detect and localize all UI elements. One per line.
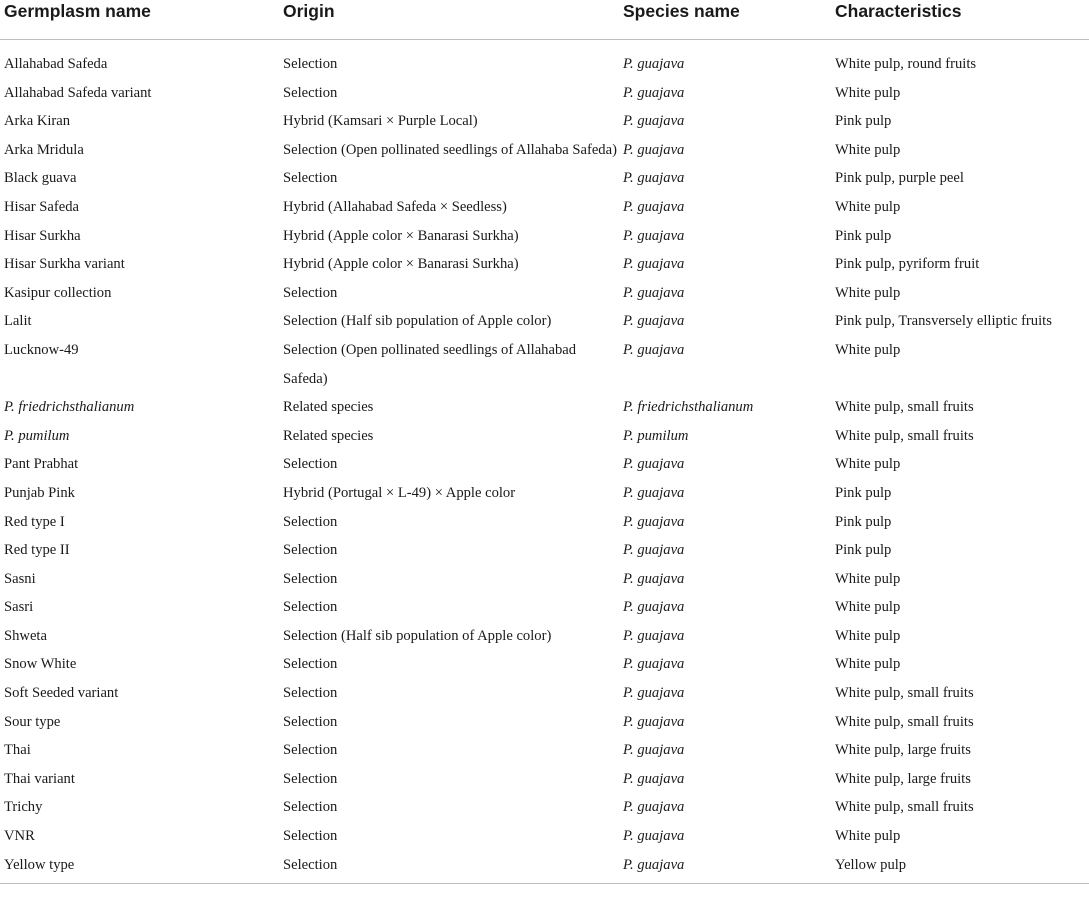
cell-germplasm-name: Sasni: [4, 570, 36, 587]
cell-germplasm-name: Trichy: [4, 799, 43, 816]
cell-origin: Selection: [283, 828, 338, 845]
cell-species-name: P. guajava: [623, 198, 685, 215]
cell-germplasm-name: VNR: [4, 828, 35, 845]
cell-origin: Selection (Open pollinated seedlings of Allahabad Safeda): [283, 341, 577, 387]
cell-origin: Hybrid (Apple color × Banarasi Surkha): [283, 256, 519, 273]
cell-species-name: P. guajava: [623, 599, 685, 616]
cell-species-name: P. guajava: [623, 227, 685, 244]
cell-origin: Selection: [283, 56, 338, 72]
table-row: [0, 565, 1089, 594]
table-row: [0, 765, 1089, 794]
table-row: [0, 193, 1089, 222]
cell-characteristics: Pink pulp: [835, 227, 892, 244]
cell-origin: Selection: [283, 570, 338, 587]
cell-characteristics: White pulp: [835, 828, 901, 845]
table-row: [0, 136, 1089, 165]
cell-origin: Selection (Half sib population of Apple color): [283, 313, 552, 330]
table-row: [0, 593, 1089, 622]
cell-germplasm-name: Kasipur collection: [4, 284, 112, 301]
cell-characteristics: White pulp, small fruits: [835, 399, 974, 416]
cell-germplasm-name: Black guava: [4, 170, 77, 187]
cell-germplasm-name: Allahabad Safeda: [4, 56, 108, 72]
cell-origin: Selection: [283, 284, 338, 301]
cell-characteristics: White pulp, round fruits: [835, 56, 977, 72]
cell-origin: Selection: [283, 770, 338, 787]
table-row: [0, 250, 1089, 279]
cell-origin: Hybrid (Portugal × L-49) × Apple color: [283, 484, 516, 501]
cell-germplasm-name: Thai variant: [4, 770, 75, 787]
header-species-name: Species name: [619, 0, 831, 40]
table-row: [0, 393, 1089, 422]
cell-characteristics: Yellow pulp: [831, 851, 1089, 884]
cell-origin: Selection: [283, 799, 338, 816]
cell-characteristics: White pulp: [835, 84, 901, 101]
cell-origin: Selection: [283, 742, 338, 759]
table-row: [0, 650, 1089, 679]
table-row: [0, 508, 1089, 537]
cell-origin: Hybrid (Kamsari × Purple Local): [283, 113, 478, 130]
cell-characteristics: White pulp: [835, 341, 901, 358]
cell-germplasm-name: Snow White: [4, 656, 77, 673]
table-row: [0, 679, 1089, 708]
cell-origin: Selection: [279, 851, 619, 884]
cell-germplasm-name: Pant Prabhat: [4, 456, 79, 473]
cell-germplasm-name: Lucknow-49: [4, 341, 79, 358]
cell-species-name: P. guajava: [623, 685, 685, 702]
cell-species-name: P. guajava: [623, 284, 685, 301]
cell-origin: Related species: [283, 399, 374, 416]
cell-characteristics: White pulp: [835, 599, 901, 616]
cell-origin: Selection: [283, 599, 338, 616]
table-row: [0, 450, 1089, 479]
cell-species-name: P. pumilum: [623, 427, 689, 444]
cell-species-name: P. guajava: [623, 341, 685, 358]
cell-species-name: P. guajava: [623, 84, 685, 101]
cell-characteristics: Pink pulp, pyriform fruit: [835, 256, 980, 273]
table-row: [0, 422, 1089, 451]
cell-origin: Selection: [283, 542, 338, 559]
table-row: [0, 279, 1089, 308]
cell-origin: Hybrid (Apple color × Banarasi Surkha): [283, 227, 519, 244]
cell-species-name: P. guajava: [623, 513, 685, 530]
cell-species-name: P. guajava: [623, 170, 685, 187]
cell-origin: Related species: [283, 427, 374, 444]
cell-species-name: P. guajava: [623, 256, 685, 273]
table-row: [0, 222, 1089, 251]
cell-characteristics: Pink pulp: [835, 484, 892, 501]
table-row: [0, 307, 1089, 336]
cell-characteristics: White pulp, small fruits: [835, 799, 974, 816]
table-row: [0, 479, 1089, 508]
cell-species-name: P. guajava: [623, 742, 685, 759]
cell-species-name: P. guajava: [623, 828, 685, 845]
cell-characteristics: White pulp: [835, 456, 901, 473]
table-row: [0, 793, 1089, 822]
table-row: [0, 736, 1089, 765]
cell-origin: Selection (Open pollinated seedlings of Allahaba Safeda): [283, 141, 617, 158]
table-row: [0, 107, 1089, 136]
cell-characteristics: Pink pulp: [835, 113, 892, 130]
cell-species-name: P. guajava: [623, 456, 685, 473]
cell-origin: Selection (Half sib population of Apple color): [283, 627, 552, 644]
cell-germplasm-name: Arka Kiran: [4, 113, 71, 130]
cell-species-name: P. guajava: [619, 851, 831, 884]
cell-characteristics: White pulp: [835, 284, 901, 301]
table-header: [0, 0, 1089, 40]
cell-germplasm-name: Red type I: [4, 513, 65, 530]
header-origin: Origin: [279, 0, 619, 40]
cell-species-name: P. guajava: [623, 570, 685, 587]
cell-germplasm-name: Yellow type: [0, 851, 279, 884]
cell-characteristics: White pulp, small fruits: [835, 713, 974, 730]
cell-germplasm-name: P. friedrichsthalianum: [4, 399, 135, 416]
cell-species-name: P. guajava: [623, 141, 685, 158]
table-row: [0, 822, 1089, 851]
cell-germplasm-name: Hisar Surkha variant: [4, 256, 125, 273]
cell-germplasm-name: Sour type: [4, 713, 61, 730]
cell-characteristics: White pulp: [835, 198, 901, 215]
header-row: [0, 0, 1089, 40]
cell-species-name: P. guajava: [623, 542, 685, 559]
cell-characteristics: White pulp, large fruits: [835, 742, 971, 759]
cell-origin: Hybrid (Allahabad Safeda × Seedless): [283, 198, 507, 215]
cell-germplasm-name: Punjab Pink: [4, 484, 75, 501]
cell-germplasm-name: Red type II: [4, 542, 70, 559]
cell-characteristics: White pulp: [835, 627, 901, 644]
cell-characteristics: White pulp, small fruits: [835, 427, 974, 444]
cell-characteristics: Pink pulp: [835, 542, 892, 559]
cell-origin: Selection: [283, 656, 338, 673]
cell-species-name: P. guajava: [623, 627, 685, 644]
cell-characteristics: White pulp: [835, 656, 901, 673]
cell-species-name: P. guajava: [623, 313, 685, 330]
cell-species-name: P. guajava: [623, 113, 685, 130]
cell-origin: Selection: [283, 713, 338, 730]
table-row: [0, 40, 1089, 79]
cell-germplasm-name: P. pumilum: [4, 427, 70, 444]
table-row: [0, 336, 1089, 393]
cell-germplasm-name: Hisar Safeda: [4, 198, 79, 215]
header-germplasm-name: Germplasm name: [0, 0, 279, 40]
cell-germplasm-name: Thai: [4, 742, 31, 759]
cell-characteristics: Pink pulp: [835, 513, 892, 530]
cell-origin: Selection: [283, 513, 338, 530]
cell-origin: Selection: [283, 84, 338, 101]
table-row: [0, 622, 1089, 651]
cell-germplasm-name: Arka Mridula: [4, 141, 84, 158]
cell-germplasm-name: Sasri: [4, 599, 34, 616]
cell-species-name: P. guajava: [623, 656, 685, 673]
cell-species-name: P. guajava: [623, 713, 685, 730]
cell-species-name: P. guajava: [623, 770, 685, 787]
cell-characteristics: White pulp, small fruits: [835, 685, 974, 702]
cell-germplasm-name: Shweta: [4, 627, 47, 644]
table-row: [0, 851, 1089, 884]
cell-species-name: P. guajava: [623, 799, 685, 816]
table-body: [0, 40, 1089, 884]
cell-germplasm-name: Soft Seeded variant: [4, 685, 119, 702]
cell-germplasm-name: Hisar Surkha: [4, 227, 81, 244]
cell-characteristics: White pulp, large fruits: [835, 770, 971, 787]
cell-characteristics: Pink pulp, Transversely elliptic fruits: [835, 313, 1052, 330]
cell-species-name: P. guajava: [623, 56, 685, 72]
cell-germplasm-name: Lalit: [4, 313, 32, 330]
cell-origin: Selection: [283, 170, 338, 187]
cell-origin: Selection: [283, 685, 338, 702]
cell-origin: Selection: [283, 456, 338, 473]
table-row: [0, 79, 1089, 108]
table-row: [0, 536, 1089, 565]
cell-species-name: P. guajava: [623, 484, 685, 501]
cell-characteristics: White pulp: [835, 141, 901, 158]
cell-germplasm-name: Allahabad Safeda variant: [4, 84, 152, 101]
cell-characteristics: Pink pulp, purple peel: [835, 170, 964, 187]
cell-species-name: P. friedrichsthalianum: [623, 399, 754, 416]
table-row: [0, 164, 1089, 193]
table-row: [0, 708, 1089, 737]
cell-characteristics: White pulp: [835, 570, 901, 587]
header-characteristics: Characteristics: [831, 0, 1089, 40]
